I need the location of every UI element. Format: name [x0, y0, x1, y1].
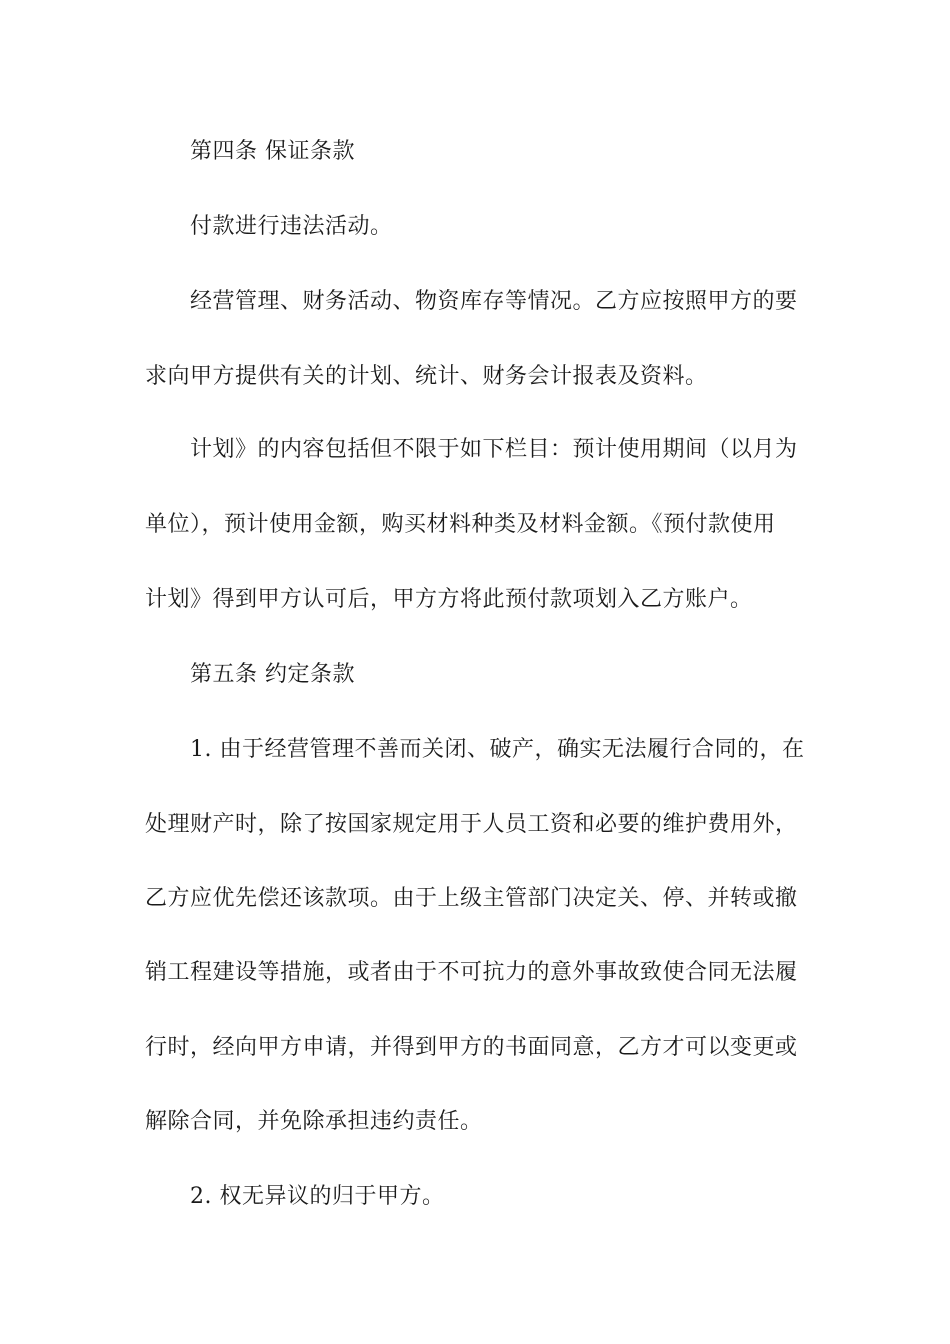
- clause-1-line: 解除合同，并免除承担违约责任。: [145, 1109, 483, 1134]
- paragraph-line: 经营管理、财务活动、物资库存等情况。乙方应按照甲方的要: [190, 289, 798, 314]
- paragraph-line: 付款进行违法活动。: [190, 214, 393, 239]
- clause-1-line: 销工程建设等措施，或者由于不可抗力的意外事故致使合同无法履: [145, 960, 798, 985]
- section-heading-article-4: 第四条 保证条款: [190, 139, 355, 164]
- clause-2-line: 2. 权无异议的归于甲方。: [190, 1184, 445, 1209]
- section-heading-article-5: 第五条 约定条款: [190, 662, 355, 687]
- paragraph-line: 计划》得到甲方认可后，甲方方将此预付款项划入乙方账户。: [145, 587, 753, 612]
- paragraph-line: 单位），预计使用金额，购买材料种类及材料金额。《预付款使用: [145, 512, 776, 537]
- paragraph-line: 求向甲方提供有关的计划、统计、财务会计报表及资料。: [145, 364, 708, 389]
- clause-1-line: 乙方应优先偿还该款项。由于上级主管部门决定关、停、并转或撤: [145, 886, 798, 911]
- paragraph-line: 计划》的内容包括但不限于如下栏目：预计使用期间（以月为: [190, 437, 798, 462]
- clause-1-line: 1. 由于经营管理不善而关闭、破产，确实无法履行合同的，在: [190, 737, 805, 762]
- clause-1-line: 处理财产时，除了按国家规定用于人员工资和必要的维护费用外，: [145, 812, 798, 837]
- clause-1-line: 行时，经向甲方申请，并得到甲方的书面同意，乙方才可以变更或: [145, 1035, 798, 1060]
